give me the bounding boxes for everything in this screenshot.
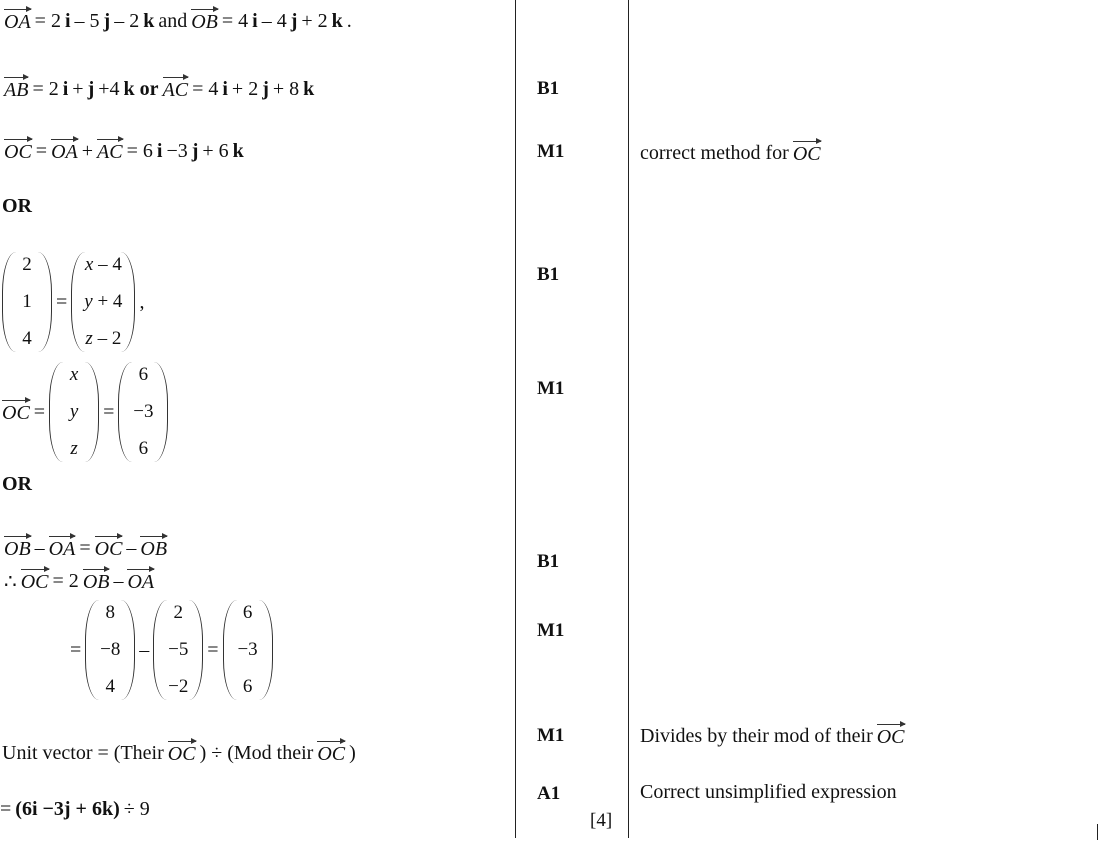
bold-segment: i: [62, 77, 69, 100]
vector-entry: 6: [242, 676, 253, 697]
column-vector: [153, 600, 203, 700]
vector-oa: OA: [49, 535, 76, 561]
bold-segment: k: [303, 77, 315, 100]
bold-segment: k: [232, 139, 244, 162]
comment: [640, 723, 909, 749]
variable: x: [69, 364, 79, 385]
text-segment: =: [33, 400, 46, 423]
vector-oc: OC: [877, 723, 905, 749]
vector-ob: OB: [191, 8, 218, 34]
vector-oa: OA: [4, 8, 31, 34]
text-segment: ∴: [4, 570, 17, 593]
text-segment: Unit vector = (Their: [2, 741, 164, 764]
vector-ob: OB: [4, 535, 31, 561]
bold-segment: i: [252, 9, 258, 32]
mark-b1: B1: [537, 78, 560, 99]
vector-entry: [70, 438, 77, 460]
text-segment: = 2: [34, 9, 61, 32]
line-given: [4, 8, 356, 34]
vector-entry: −3: [237, 639, 258, 660]
bold-segment: i: [222, 77, 228, 100]
vector-oc: OC: [168, 740, 196, 766]
vector-oc: OC: [21, 568, 49, 594]
text-segment: –: [139, 638, 150, 661]
comment: [640, 140, 825, 166]
vector-entry: −8: [100, 639, 121, 660]
vector-oc: OC: [317, 740, 345, 766]
vector-oc: OC: [793, 140, 821, 166]
vector-entry: −5: [168, 639, 189, 660]
vector-entry: 4: [105, 676, 116, 697]
vector-entry: −3: [133, 401, 154, 422]
text-segment: Divides by their mod of their: [640, 724, 873, 747]
column-vector: [223, 600, 273, 700]
text-segment: ,: [139, 290, 145, 313]
mark-m1: M1: [537, 141, 565, 162]
text-segment: –: [126, 536, 137, 559]
text-segment: = 6: [126, 139, 153, 162]
or-label: OR: [2, 473, 32, 495]
vector-oc: OC: [2, 399, 30, 425]
text-segment: +4: [98, 77, 120, 100]
text-segment: + 2: [301, 9, 328, 32]
variable: z: [85, 328, 93, 349]
line-matrix-eq-2: [2, 362, 172, 462]
text-cursor: [1097, 824, 1098, 840]
text-segment: =: [70, 638, 82, 661]
line-matrix-eq-3: [70, 600, 277, 700]
vector-entry: [70, 364, 78, 386]
text-segment: =: [0, 798, 12, 820]
line-ob-oa: [4, 535, 171, 561]
vector-oa: OA: [127, 568, 154, 594]
line-therefore: [4, 568, 158, 594]
text-segment: = 2: [32, 77, 59, 100]
or-label: OR: [2, 195, 32, 217]
bold-segment: (6i −3j + 6k): [15, 798, 120, 820]
bold-segment: i: [64, 9, 71, 32]
line-unit-vector: [2, 740, 360, 766]
line-ab-ac: [4, 76, 318, 102]
text-segment: = 4: [192, 77, 219, 100]
text-segment: =: [207, 638, 219, 661]
vector-entry: −2: [168, 676, 189, 697]
text-segment: ÷ 9: [123, 798, 150, 820]
total-marks: [4]: [590, 810, 613, 831]
vector-ab: AB: [4, 76, 28, 102]
text-segment: –: [34, 536, 45, 559]
vector-entry: 6: [138, 438, 149, 459]
text-segment: ) ÷ (Mod their: [199, 741, 314, 764]
vector-entry: x – 4: [84, 254, 122, 275]
text-segment: +: [81, 139, 94, 162]
bold-segment: j: [290, 9, 298, 32]
bold-segment: k: [331, 9, 343, 32]
text-segment: – 4: [261, 9, 287, 32]
vector-entry: 6: [242, 602, 253, 623]
bold-segment: k: [143, 9, 155, 32]
bold-segment: j: [103, 9, 111, 32]
vector-entry: 2: [22, 254, 32, 275]
text-segment: –: [113, 569, 124, 592]
text-segment: + 6: [202, 139, 229, 162]
bold-segment: k or: [123, 77, 159, 100]
text-segment: – 2: [114, 9, 140, 32]
mark-m1: M1: [537, 378, 565, 399]
mark-m1: M1: [537, 620, 565, 641]
text-segment: +: [72, 77, 84, 100]
text-segment: −3: [166, 139, 188, 162]
vector-ac: AC: [97, 138, 123, 164]
column-divider-right: [628, 0, 629, 838]
line-matrix-eq-1: [2, 252, 148, 352]
text-segment: Correct unsimplified expression: [640, 781, 897, 803]
column-vector: [49, 362, 99, 462]
text-segment: = 2: [52, 569, 79, 592]
vector-entry: 6: [138, 364, 149, 385]
text-segment: ): [349, 741, 356, 764]
mark-m1: M1: [537, 725, 565, 746]
vector-entry: [70, 401, 78, 423]
bold-segment: j: [262, 77, 269, 100]
variable: y: [69, 401, 79, 422]
variable: x: [84, 254, 94, 275]
mark-a1: A1: [537, 783, 561, 804]
variable: z: [70, 438, 78, 459]
vector-entry: 8: [105, 602, 116, 623]
vector-entry: y + 4: [84, 291, 123, 312]
column-vector: [118, 362, 168, 462]
variable: y: [84, 291, 93, 312]
column-vector: [85, 600, 135, 700]
column-vector: [2, 252, 52, 352]
text-segment: =: [103, 400, 115, 423]
vector-ob: OB: [83, 568, 110, 594]
text-segment: and: [158, 9, 188, 32]
bold-segment: i: [156, 139, 163, 162]
text-segment: – 5: [74, 9, 100, 32]
bold-segment: j: [87, 77, 95, 100]
comment: [640, 781, 901, 804]
line-final: [0, 798, 154, 821]
text-segment: =: [79, 536, 91, 559]
text-segment: correct method for: [640, 141, 789, 164]
vector-oc: OC: [4, 138, 32, 164]
vector-entry: 4: [22, 328, 32, 349]
bold-segment: j: [191, 139, 199, 162]
line-oc-sum: [4, 138, 248, 164]
column-divider-left: [515, 0, 516, 838]
vector-oa: OA: [51, 138, 78, 164]
vector-ac: AC: [163, 76, 189, 102]
vector-entry: 2: [173, 602, 184, 623]
mark-b1: B1: [537, 551, 560, 572]
column-vector: [71, 252, 135, 352]
vector-entry: 1: [22, 291, 32, 312]
vector-entry: z – 2: [85, 328, 122, 349]
text-segment: = 4: [221, 9, 249, 32]
text-segment: =: [56, 290, 68, 313]
text-segment: + 8: [272, 77, 300, 100]
text-segment: + 2: [231, 77, 259, 100]
text-segment: =: [35, 139, 48, 162]
mark-b1: B1: [537, 264, 560, 285]
vector-ob: OB: [140, 535, 167, 561]
text-segment: .: [346, 9, 352, 32]
vector-oc: OC: [95, 535, 123, 561]
